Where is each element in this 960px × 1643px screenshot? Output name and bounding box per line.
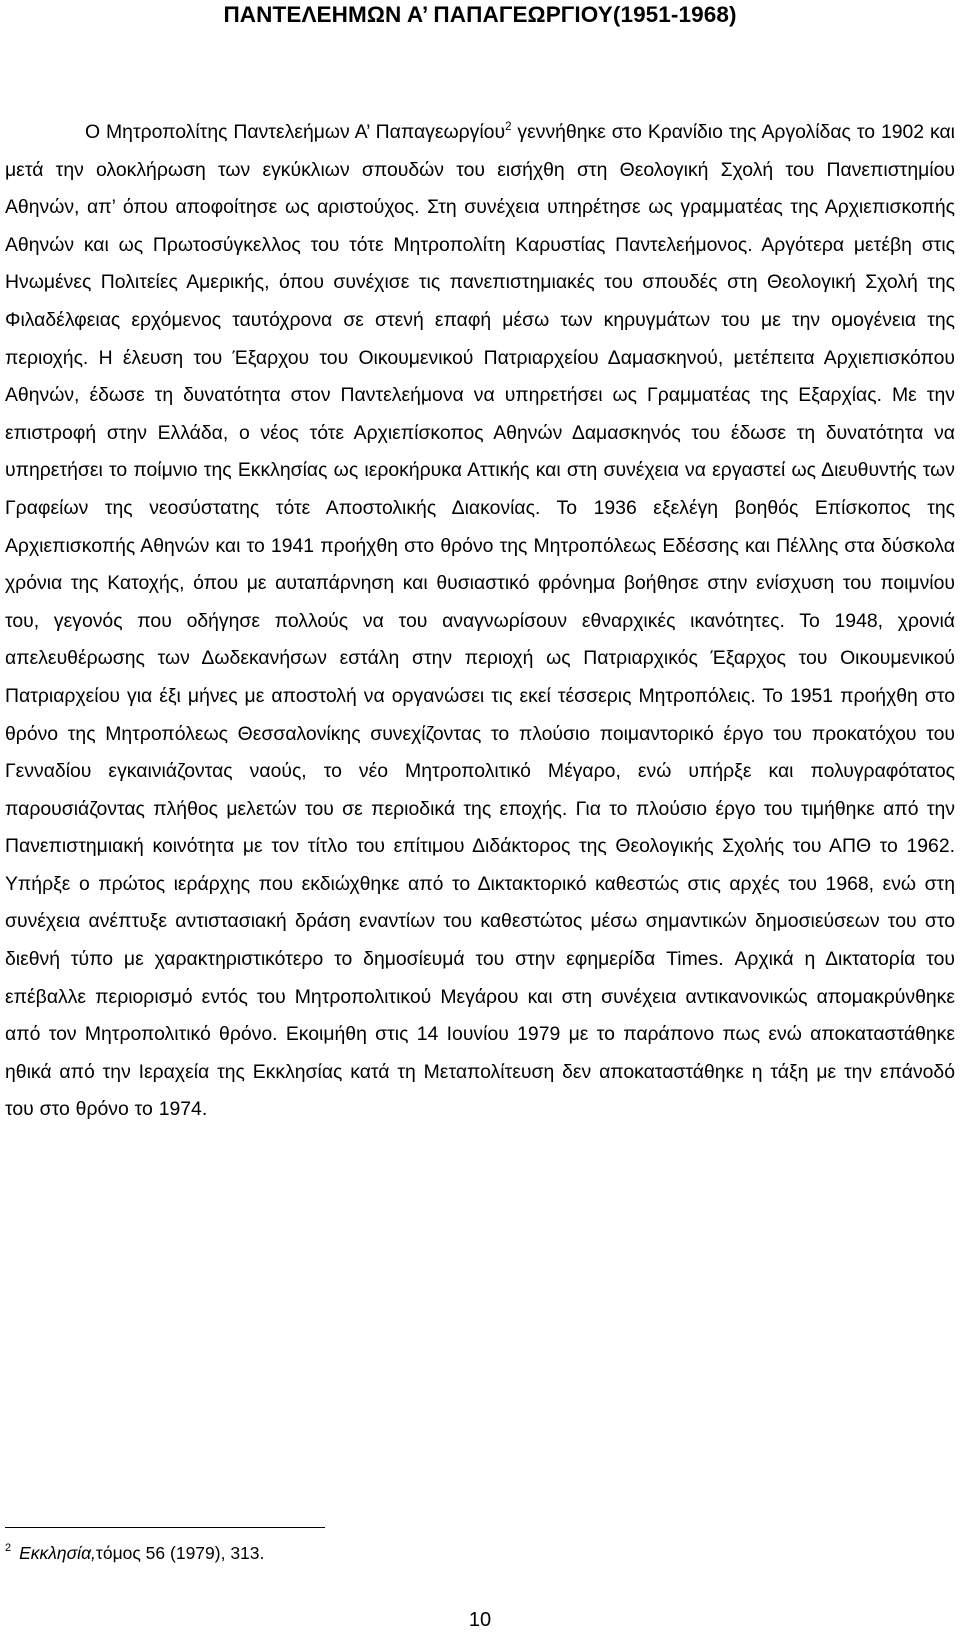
footnote-separator: [5, 1527, 325, 1528]
body-paragraph: [5, 114, 955, 1129]
footnote-source-title: Εκκλησία,: [19, 1543, 96, 1563]
footnote-number: 2: [5, 1542, 12, 1554]
paragraph-opening: Ο Μητροπολίτης Παντελεήμων Α’ Παπαγεωργίου: [85, 121, 506, 143]
paragraph-body: γεννήθηκε στο Κρανίδιο της Αργολίδας το 1902 και μετά την ολοκλήρωση των εγκύκλιων σπουδών του εισήχθη στη Θεολογική Σχολή του Πανεπιστημίου Αθηνών, απ’ όπου αποφοίτησε ως αριστούχος. Στη συνέχεια υπηρέτησε ως γραμματέας της Αρχιεπισκοπής Αθηνών και ως Πρωτοσύγκελλος του τότε Μητροπολίτη Καρυστίας Παντελεήμονος. Αργότερα μετέβη στις Ηνωμένες Πολιτείες Αμερικής, όπου συνέχισε τις πανεπιστημιακές του σπουδές στη Θεολογική Σχολή της Φιλαδέλφειας ερχόμενος ταυτόχρονα σε στενή επαφή μέσω των κηρυγμάτων του με την ομογένεια της περιοχής. Η έλευση του Έξαρχου του Οικουμενικού Πατριαρχείου Δαμασκηνού, μετέπειτα Αρχιεπισκόπου Αθηνών, έδωσε τη δυνατότητα στον Παντελεήμονα να υπηρετήσει ως Γραμματέας της Εξαρχίας. Με την επιστροφή στην Ελλάδα, ο νέος τότε Αρχιεπίσκοπος Αθηνών Δαμασκηνός του έδωσε τη δυνατότητα να υπηρετήσει το ποίμνιο της Εκκλησίας ως ιεροκήρυκα Αττικής και στη συνέχεια να εργαστεί ως Διευθυντής των Γραφείων της νεοσύστατης τότε Αποστολικής Διακονίας. Το 1936 εξελέγη βοηθός Επίσκοπος της Αρχιεπισκοπής Αθηνών και το 1941 προήχθη στο θρόνο της Μητροπόλεως Εδέσσης και Πέλλης στα δύσκολα χρόνια της Κατοχής, όπου με αυταπάρνηση και θυσιαστικό φρόνημα βοήθησε στην ενίσχυση του ποιμνίου του, γεγονός που οδήγησε πολλούς να του αναγνωρίσουν εθναρχικές ικανότητες. Το 1948, χρονιά απελευθέρωσης των Δωδεκανήσων εστάλη στην περιοχή ως Πατριαρχικός Έξαρχος του Οικουμενικού Πατριαρχείου για έξι μήνες με αποστολή να οργανώσει τις εκεί τέσσερις Μητροπόλεις. Το 1951 προήχθη στο θρόνο της Μητροπόλεως Θεσσαλονίκης συνεχίζοντας το πλούσιο ποιμαντορικό έργο του προκατόχου του Γενναδίου εγκαινιάζοντας ναούς, το νέο Μητροπολιτικό Μέγαρο, ενώ υπήρξε και πολυγραφότατος παρουσιάζοντας πλήθος μελετών του σε περιοδικά της εποχής. Για το πλούσιο έργο του τιμήθηκε από την Πανεπιστημιακή κοινότητα με τον τίτλο του επίτιμου Διδάκτορος της Θεολογικής Σχολής του ΑΠΘ το 1962. Υπήρξε ο πρώτος ιεράρχης που εκδιώχθηκε από το Δικτακτορικό καθεστώς στις αρχές του 1968, ενώ στη συνέχεια ανέπτυξε αντιστασιακή δράση εναντίων του καθεστώτος μέσω σημαντικών δημοσιεύσεων του στο διεθνή τύπο με χαρακτηριστικότερο το δημοσίευμά του στην εφημερίδα Times. Αρχικά η Δικτατορία του επέβαλλε περιορισμό εντός του Μητροπολιτικού Μεγάρου και στη συνέχεια αντικανονικώς απομακρύνθηκε από τον Μητροπολιτικό θρόνο. Εκοιμήθη στις 14 Ιουνίου 1979 με το παράπονο πως ενώ αποκαταστάθηκε ηθικά από την Ιεραχεία της Εκκλησίας κατά τη Μεταπολίτευση δεν αποκαταστάθηκε η τάξη με την επάνοδό του στο θρόνο το 1974.: [5, 121, 955, 1121]
page-number: 10: [468, 1609, 492, 1631]
footnote-reference[interactable]: 2: [505, 121, 512, 133]
footnote: [5, 1540, 264, 1566]
footnote-source-details: τόμος 56 (1979), 313.: [95, 1543, 265, 1563]
page-title: ΠΑΝΤΕΛΕΗΜΩΝ Α’ ΠΑΠΑΓΕΩΡΓΙΟΥ(1951-1968): [223, 2, 737, 27]
